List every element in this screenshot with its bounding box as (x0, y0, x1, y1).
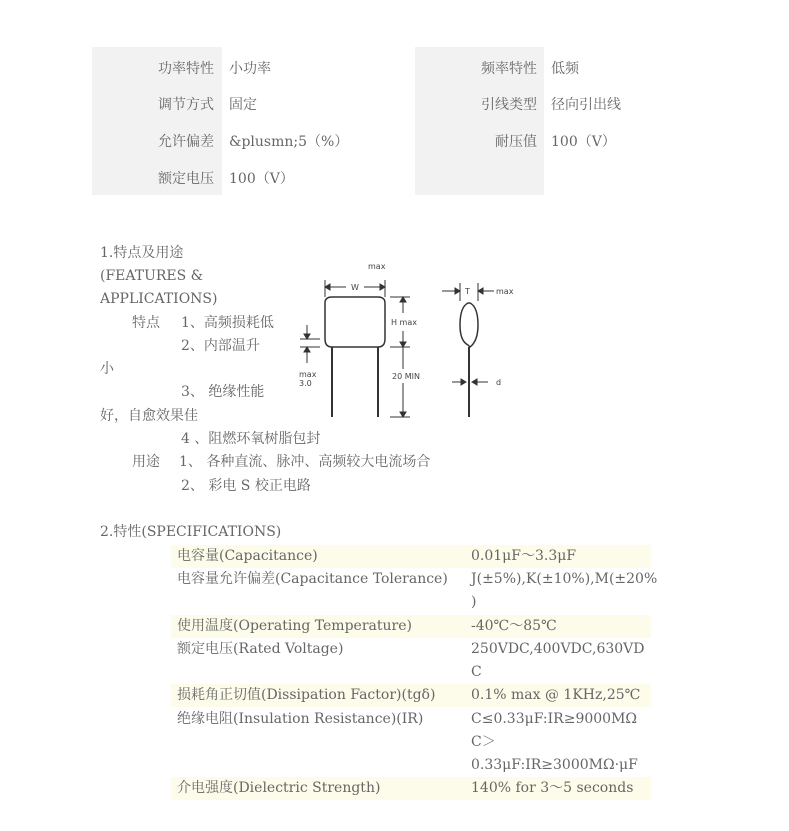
diagram-w-label: W (351, 283, 359, 292)
spec-label: 绝缘电阻(Insulation Resistance)(IR) (177, 711, 424, 727)
diagram-max-top: max (368, 262, 386, 271)
param-label: 额定电压 (158, 171, 214, 187)
param-value: 固定 (229, 97, 257, 113)
use-item: 2、 彩电 S 校正电路 (181, 478, 311, 494)
uses-label: 用途 (132, 454, 160, 470)
feature-item: 1、高频损耗低 (181, 315, 274, 331)
spec-value: 0.1% max @ 1KHz,25℃ (471, 687, 641, 703)
spec-value: 250VDC,400VDC,630VD (471, 641, 645, 657)
param-label: 频率特性 (481, 61, 537, 77)
param-value: 100（V） (229, 171, 294, 187)
param-value: 100（V） (551, 134, 616, 150)
spec-value-cont: C＞ (471, 734, 496, 750)
feature-item: 3、 绝缘性能 (181, 384, 265, 400)
capacitor-dimension-diagram (290, 255, 530, 425)
spec-value: -40℃～85℃ (471, 618, 557, 634)
spec-label: 电容量允许偏差(Capacitance Tolerance) (177, 571, 448, 587)
param-value: 小功率 (229, 61, 271, 77)
features-heading-en-1: (FEATURES & (100, 268, 204, 284)
specs-title: 2.特性(SPECIFICATIONS) (100, 524, 282, 540)
spec-label: 使用温度(Operating Temperature) (177, 618, 412, 634)
spec-label: 电容量(Capacitance) (177, 548, 318, 564)
spec-value: 0.01μF～3.3μF (471, 548, 577, 564)
diagram-h-max-label: H max (391, 318, 417, 327)
features-heading-en-2: APPLICATIONS) (100, 291, 218, 307)
param-label: 允许偏差 (158, 134, 214, 150)
spec-label: 损耗角正切值(Dissipation Factor)(tgδ) (177, 687, 436, 703)
spec-value: 140% for 3～5 seconds (471, 780, 634, 796)
param-label: 调节方式 (158, 97, 214, 113)
spec-label: 介电强度(Dielectric Strength) (177, 780, 381, 796)
diagram-d-label: d (496, 378, 502, 387)
feature-item-cont: 好，自愈效果佳 (100, 408, 198, 424)
features-label: 特点 (132, 315, 160, 331)
param-label: 耐压值 (495, 134, 537, 150)
diagram-20-min-label: 20 MIN (392, 372, 420, 381)
diagram-max-right: max (496, 287, 514, 296)
features-heading: 1.特点及用途 (100, 245, 184, 261)
diagram-t-label: T (465, 287, 470, 296)
spec-value: C≤0.33μF:IR≥9000MΩ (471, 711, 638, 727)
diagram-max-left: max (299, 370, 317, 379)
feature-item: 2、内部温升 (181, 338, 260, 354)
spec-label: 额定电压(Rated Voltage) (177, 641, 344, 657)
spec-value: J(±5%),K(±10%),M(±20% (471, 571, 658, 587)
spec-value-cont: C (471, 664, 482, 680)
feature-item-cont: 小 (100, 361, 114, 377)
diagram-3-0-label: 3.0 (299, 379, 312, 388)
param-label: 功率特性 (158, 61, 214, 77)
param-value: &plusmn;5（%） (229, 134, 349, 150)
param-value: 低频 (551, 61, 579, 77)
use-item: 1、 各种直流、脉冲、高频较大电流场合 (179, 454, 431, 470)
param-label: 引线类型 (481, 97, 537, 113)
spec-value-cont: ) (471, 594, 477, 610)
param-value: 径向引出线 (551, 97, 621, 113)
feature-item: 4 、阻燃环氧树脂包封 (181, 431, 321, 447)
spec-value-cont: 0.33μF:IR≥3000MΩ·μF (471, 757, 638, 773)
